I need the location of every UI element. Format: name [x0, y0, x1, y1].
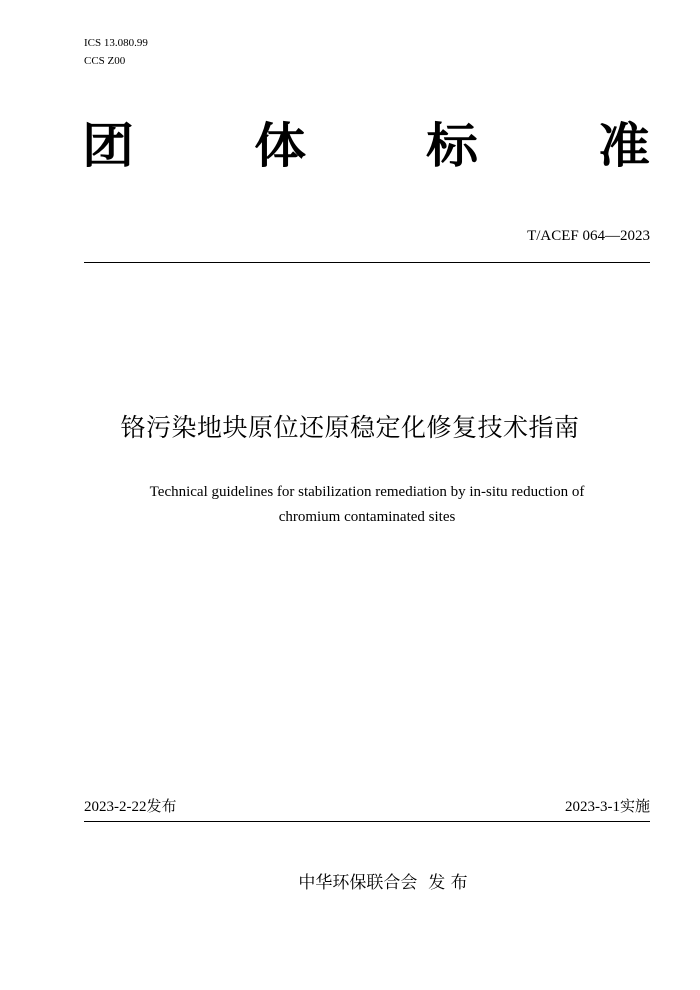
bottom-divider — [84, 821, 650, 822]
standard-type-char: 团 — [82, 118, 134, 174]
ccs-code: CCS Z00 — [84, 55, 126, 67]
title-english-line-1: Technical guidelines for stabilization remediation by in-situ reduction of — [149, 484, 585, 500]
implementation-date: 2023-3-1实施 — [565, 799, 650, 815]
release-date: 2023-2-22发布 — [84, 799, 177, 815]
standard-type-char: 准 — [598, 118, 650, 174]
standard-type-char: 体 — [254, 118, 306, 174]
ics-code: ICS 13.080.99 — [84, 37, 148, 49]
standard-type-char: 标 — [426, 118, 478, 174]
top-divider — [84, 262, 650, 263]
standard-number: T/ACEF 064—2023 — [527, 228, 650, 244]
publisher: 中华环保联合会 发 布 — [298, 873, 468, 893]
title-english-line-2: chromium contaminated sites — [278, 509, 456, 525]
title-chinese: 铬污染地块原位还原稳定化修复技术指南 — [120, 413, 580, 442]
